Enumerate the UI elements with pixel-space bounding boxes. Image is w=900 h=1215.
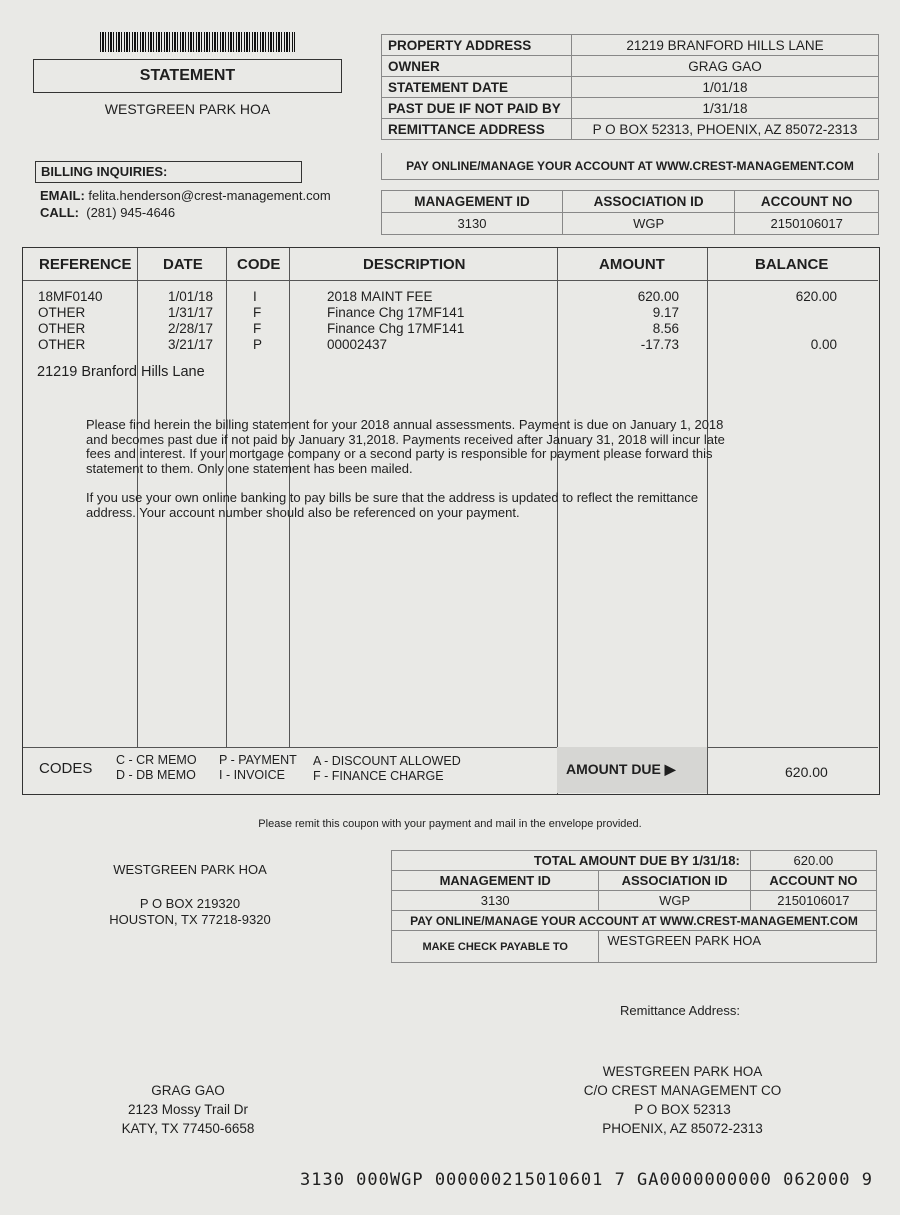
- row-description: 00002437: [327, 337, 388, 352]
- email-label: EMAIL:: [40, 188, 85, 203]
- hoa-name: WESTGREEN PARK HOA: [113, 862, 267, 877]
- column-divider: [707, 248, 708, 794]
- row-balance: 0.00: [810, 337, 837, 352]
- row-code: I: [253, 289, 257, 304]
- row-reference: OTHER: [38, 337, 86, 352]
- contact-info: [40, 187, 331, 221]
- amount-due-text: AMOUNT DUE: [566, 761, 661, 777]
- header-date: DATE: [163, 256, 203, 273]
- remittance-label: Remittance Address:: [620, 1003, 740, 1018]
- row-date: 3/21/17: [168, 337, 214, 352]
- remit-name: WESTGREEN PARK HOA: [602, 1064, 763, 1079]
- row-date: 1/31/17: [168, 305, 214, 320]
- header-code: CODE: [237, 256, 281, 273]
- row-balance: 620.00: [795, 289, 837, 304]
- info-value: P O BOX 52313, PHOENIX, AZ 85072-2313: [572, 119, 879, 140]
- amount-due-value: 620.00: [785, 764, 828, 780]
- remit-co: C/O CREST MANAGEMENT CO: [583, 1083, 782, 1098]
- owner-street: 2123 Mossy Trail Dr: [127, 1102, 249, 1117]
- header-divider: [23, 280, 878, 281]
- owner-name: GRAG GAO: [151, 1083, 225, 1098]
- remit-city: PHOENIX, AZ 85072-2313: [602, 1121, 763, 1136]
- owner-address: [88, 1081, 288, 1138]
- management-id: 3130: [382, 213, 563, 235]
- call-label: CALL:: [40, 205, 79, 220]
- row-code: P: [253, 337, 263, 352]
- code-legend-item: D - DB MEMO: [116, 768, 196, 782]
- statement-info-table: [381, 34, 879, 140]
- row-description: Finance Chg 17MF141: [327, 305, 465, 320]
- association-id: WGP: [599, 891, 750, 911]
- info-key: REMITTANCE ADDRESS: [382, 119, 572, 140]
- row-amount: -17.73: [640, 337, 679, 352]
- coupon-table: [391, 850, 877, 963]
- info-value: 1/01/18: [572, 77, 879, 98]
- pay-online-banner: PAY ONLINE/MANAGE YOUR ACCOUNT AT WWW.CREST-MANAGEMENT.COM: [392, 911, 877, 931]
- management-id: 3130: [392, 891, 599, 911]
- info-row: [382, 98, 879, 119]
- payable-label: MAKE CHECK PAYABLE TO: [392, 931, 599, 963]
- pay-online-banner: PAY ONLINE/MANAGE YOUR ACCOUNT AT WWW.CREST-MANAGEMENT.COM: [381, 153, 879, 180]
- code-legend-item: C - CR MEMO: [116, 753, 197, 767]
- info-key: PAST DUE IF NOT PAID BY: [382, 98, 572, 119]
- account-no: 2150106017: [750, 891, 876, 911]
- header-amount: AMOUNT: [599, 256, 665, 273]
- account-no: 2150106017: [735, 213, 879, 235]
- row-description: 2018 MAINT FEE: [327, 289, 433, 304]
- info-row: [382, 77, 879, 98]
- row-amount: 9.17: [652, 305, 679, 320]
- account-ids-table: [381, 190, 879, 235]
- row-description: Finance Chg 17MF141: [327, 321, 465, 336]
- hoa-box: P O BOX 219320: [139, 896, 241, 911]
- row-code: F: [253, 321, 262, 336]
- code-legend-item: F - FINANCE CHARGE: [313, 769, 444, 783]
- row-date: 2/28/17: [168, 321, 214, 336]
- remit-note: Please remit this coupon with your payment and mail in the envelope provided.: [258, 818, 642, 830]
- row-reference: OTHER: [38, 321, 86, 336]
- row-date: 1/01/18: [168, 289, 214, 304]
- footer-divider: [23, 747, 878, 748]
- id-header: ASSOCIATION ID: [562, 191, 734, 213]
- id-header: ASSOCIATION ID: [599, 871, 750, 891]
- hoa-city: HOUSTON, TX 77218-9320: [109, 912, 271, 927]
- column-divider: [557, 248, 558, 794]
- id-header: ACCOUNT NO: [735, 191, 879, 213]
- remit-box: P O BOX 52313: [634, 1102, 731, 1117]
- info-row: [382, 35, 879, 56]
- phone-number: (281) 945-4646: [86, 205, 176, 220]
- total-due-label: TOTAL AMOUNT DUE BY 1/31/18:: [392, 851, 751, 871]
- code-legend-item: P - PAYMENT: [219, 753, 297, 767]
- hoa-return-address: [90, 862, 290, 928]
- code-legend-item: A - DISCOUNT ALLOWED: [313, 754, 461, 768]
- property-line: 21219 Branford Hills Lane: [37, 364, 205, 380]
- id-header: ACCOUNT NO: [750, 871, 876, 891]
- payable-value: WESTGREEN PARK HOA: [599, 931, 877, 963]
- email-link[interactable]: felita.henderson@crest-management.com: [88, 188, 331, 203]
- owner-city: KATY, TX 77450-6658: [121, 1121, 255, 1136]
- info-key: STATEMENT DATE: [382, 77, 572, 98]
- info-row: [382, 56, 879, 77]
- statement-title: STATEMENT: [33, 59, 342, 93]
- total-due-value: 620.00: [750, 851, 876, 871]
- info-value: 21219 BRANFORD HILLS LANE: [572, 35, 879, 56]
- info-key: OWNER: [382, 56, 572, 77]
- header-description: DESCRIPTION: [363, 256, 466, 273]
- ledger-panel: [22, 247, 880, 795]
- row-reference: OTHER: [38, 305, 86, 320]
- amount-due-label: [566, 761, 676, 778]
- arrow-right-icon: ▶: [664, 761, 676, 777]
- barcode: [100, 32, 295, 52]
- info-value: 1/31/18: [572, 98, 879, 119]
- row-amount: 8.56: [652, 321, 679, 336]
- id-header: MANAGEMENT ID: [392, 871, 599, 891]
- id-header: MANAGEMENT ID: [382, 191, 563, 213]
- row-code: F: [253, 305, 262, 320]
- code-legend-item: I - INVOICE: [219, 768, 285, 782]
- row-reference: 18MF0140: [38, 289, 103, 304]
- info-row: [382, 119, 879, 140]
- info-value: GRAG GAO: [572, 56, 879, 77]
- micr-line: 3130 000WGP 000000215010601 7 GA0000000000 062000 9: [300, 1170, 873, 1190]
- billing-message: Please find herein the billing statement for your 2018 annual assessments. Payment is due on January 1, 2018 and becomes past due if not paid by January 31,2018. Payments received after January 31, 2018 will incur late fees and interest. If your mortgage company or a second party is responsible for payment please forward this statement to them. Only one statement has been mailed.: [86, 417, 725, 476]
- header-balance: BALANCE: [755, 256, 829, 273]
- association-id: WGP: [562, 213, 734, 235]
- info-key: PROPERTY ADDRESS: [382, 35, 572, 56]
- remittance-address: [560, 1062, 805, 1138]
- header-reference: REFERENCE: [39, 256, 132, 273]
- online-banking-message: If you use your own online banking to pay bills be sure that the address is updated to reflect the remittance address. Your account number should also be referenced on your payment.: [86, 490, 699, 520]
- hoa-name: WESTGREEN PARK HOA: [104, 101, 271, 117]
- codes-label: CODES: [39, 760, 93, 777]
- row-amount: 620.00: [637, 289, 679, 304]
- billing-inquiries-label: BILLING INQUIRIES:: [35, 161, 302, 183]
